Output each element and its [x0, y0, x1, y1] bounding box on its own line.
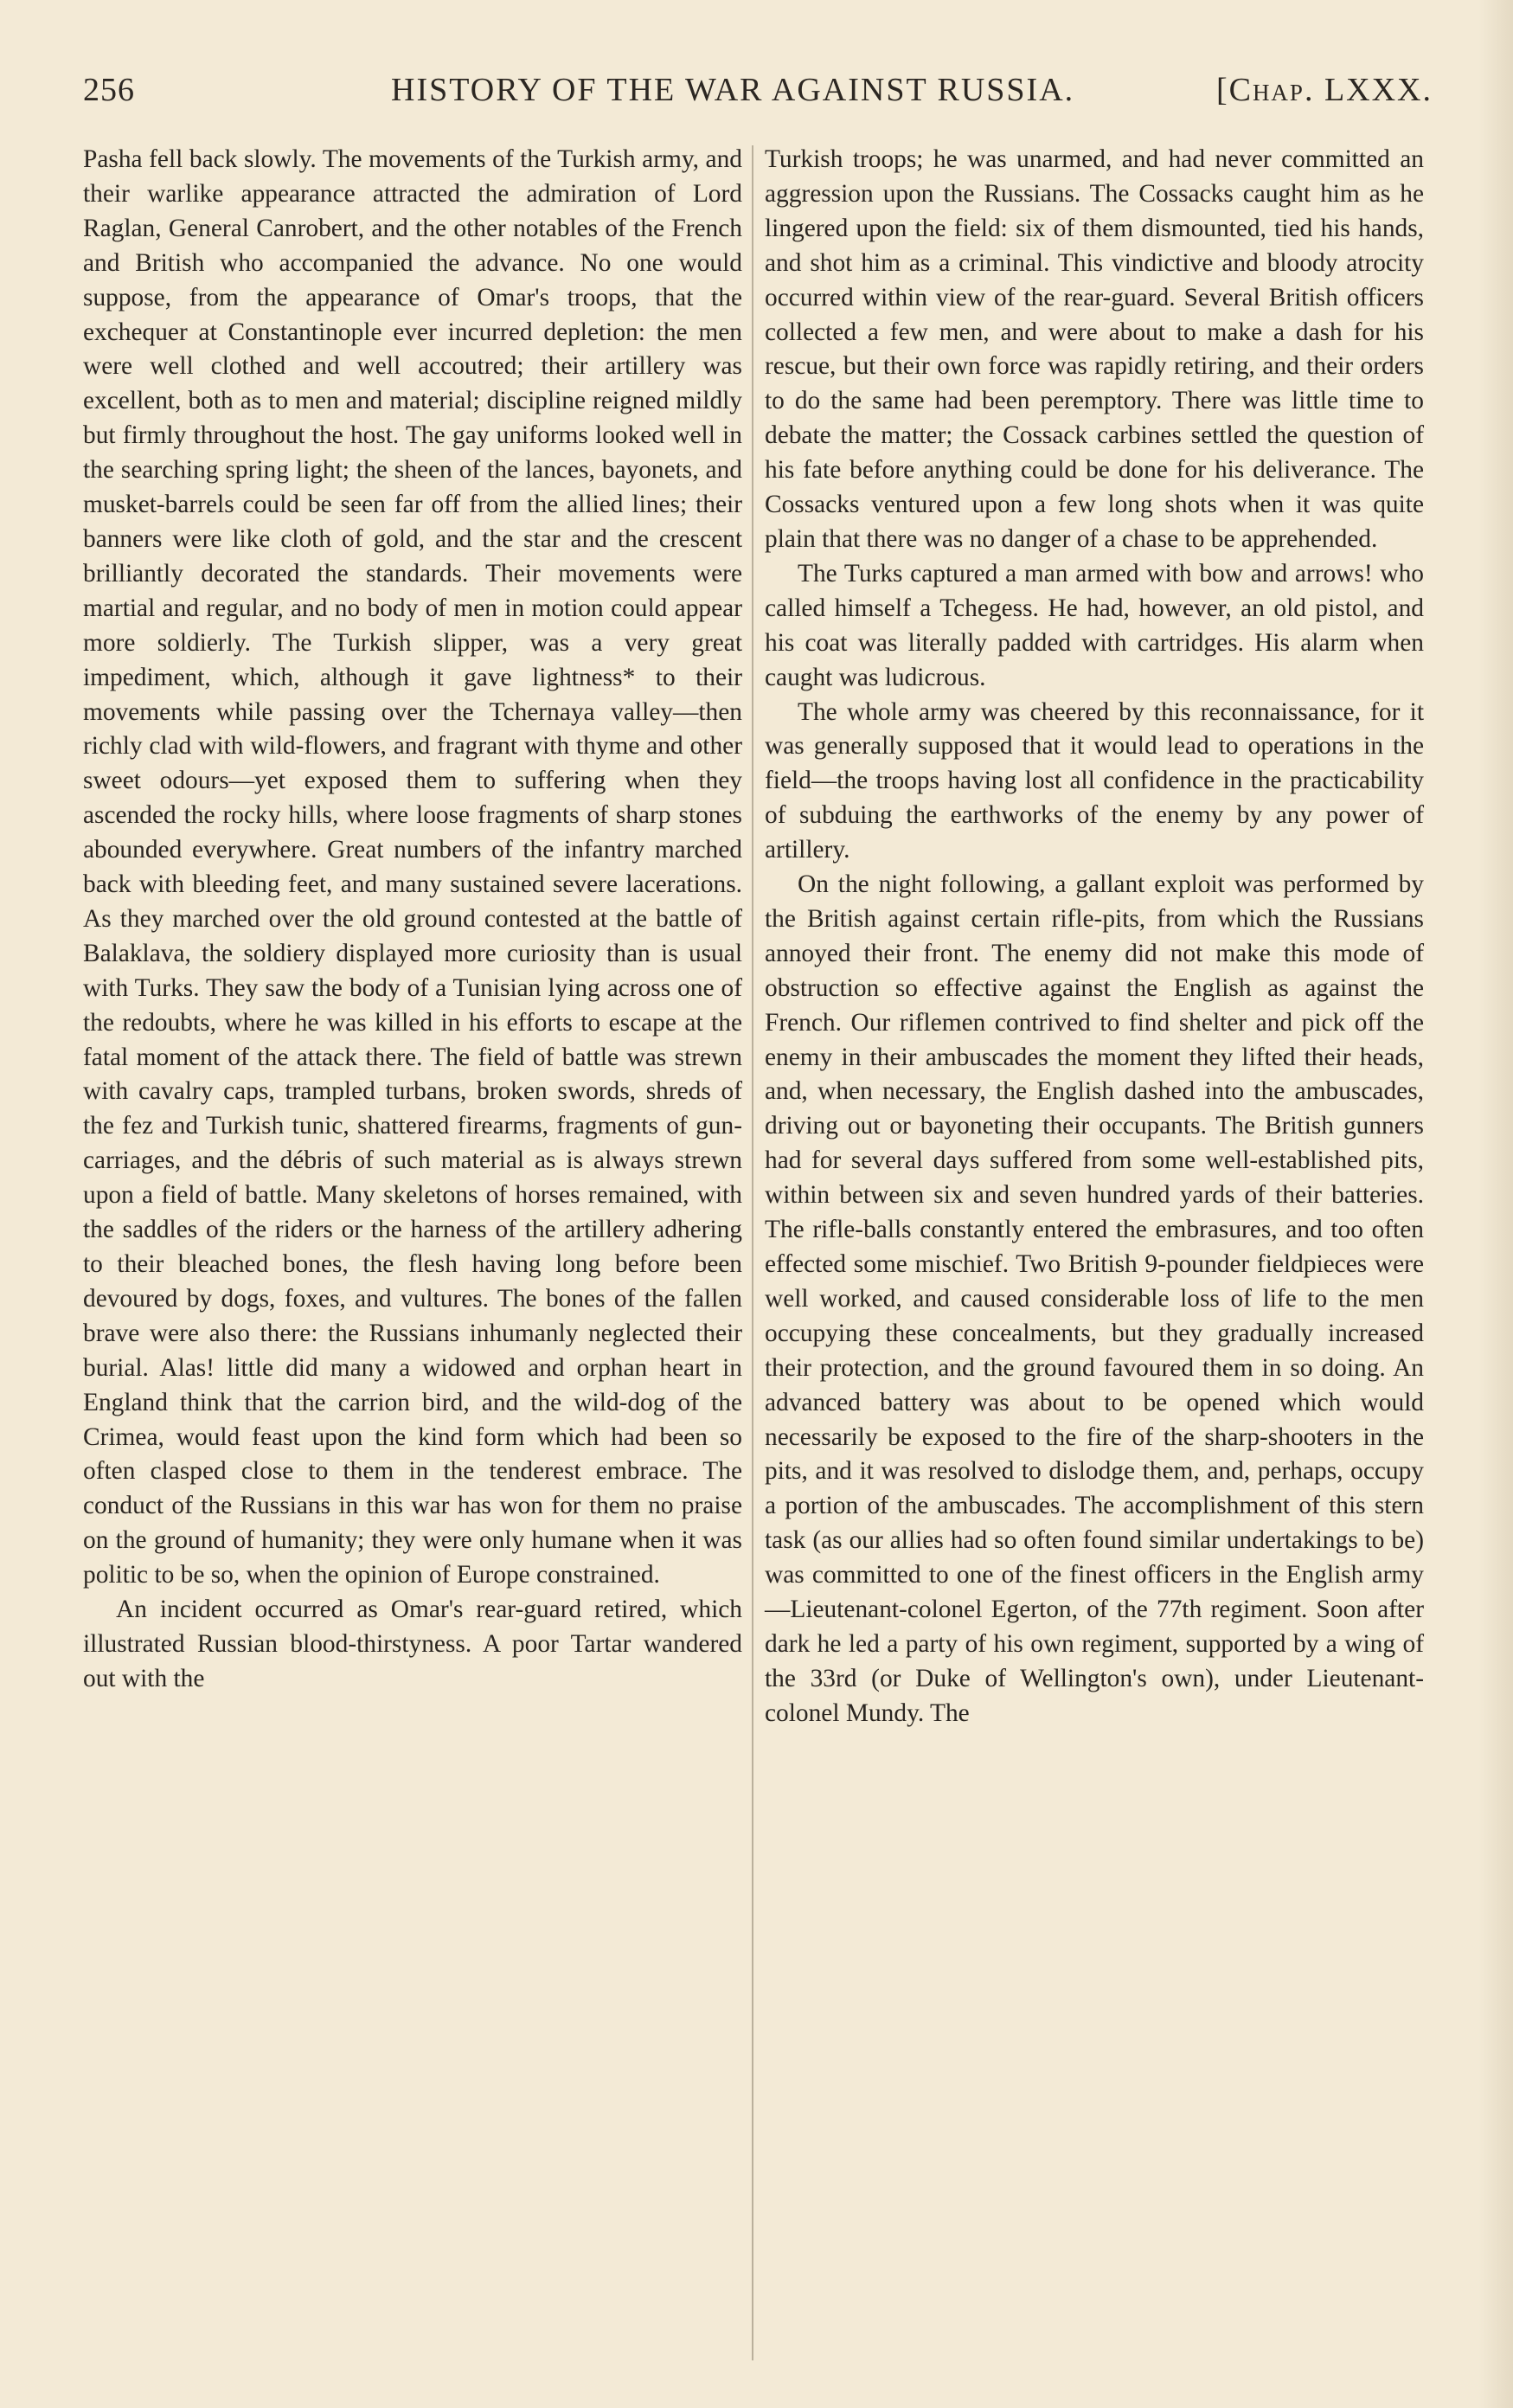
paragraph: Turkish troops; he was unarmed, and had never committed an aggression upon the Russians. The Cossacks caught him as he lingered upon the field: six of them dismounted, tied his hands, and shot him as a criminal. This vindictive and bloody atrocity occurred within view of the rear-guard. Several British officers collected a few men, and were about to make a dash for his rescue, but their own force was rapidly retiring, and their orders to do the same had been peremptory. There was little time to debate the matter; the Cossack carbines settled the question of his fate before anything could be done for his deliverance. The Cossacks ventured upon a few long shots when it was quite plain that there was no danger of a chase to be apprehended. — [765, 145, 1424, 553]
paragraph: An incident occurred as Omar's rear-guard retired, which illustrated Russian blood-thirstyness. A poor Tartar wandered out with the — [83, 1596, 742, 1692]
running-header — [83, 71, 1433, 123]
page-number: 256 — [83, 72, 135, 108]
running-title: HISTORY OF THE WAR AGAINST RUSSIA. — [391, 72, 1075, 108]
column-divider — [752, 145, 753, 2360]
page-edge-shadow — [1478, 0, 1513, 2408]
paragraph: The Turks captured a man armed with bow and arrows! who called himself a Tchegess. He had, however, an old pistol, and his coat was literally padded with cartridges. His alarm when caught was ludicrous. — [765, 559, 1424, 691]
left-column — [83, 143, 742, 1697]
paragraph: Pasha fell back slowly. The movements of the Turkish army, and their warlike appearance attracted the admiration of Lord Raglan, General Canrobert, and the other notables of the French and British who accompanied the advance. No one would suppose, from the appearance of Omar's troops, that the exchequer at Constantinople ever incurred depletion: the men were well clothed and well accoutred; their artillery was excellent, both as to men and material; discipline reigned mildly but firmly throughout the host. The gay uniforms looked well in the searching spring light; the sheen of the lances, bayonets, and musket-barrels could be seen far off from the allied lines; their banners were like cloth of gold, and the star and the crescent brilliantly decorated the standards. Their movements were martial and regular, and no body of men in motion could appear more soldierly. The Turkish slipper, was a very great impediment, which, although it gave lightness* to their movements while passing over the Tchernaya valley—then richly clad with wild-flowers, and fragrant with thyme and other sweet odours—yet exposed them to suffering when they ascended the rocky hills, where loose fragments of sharp stones abounded everywhere. Great numbers of the infantry marched back with bleeding feet, and many sustained severe lacerations. As they marched over the old ground contested at the battle of Balaklava, the soldiery displayed more curiosity than is usual with Turks. They saw the body of a Tunisian lying across one of the redoubts, where he was killed in his efforts to escape at the fatal moment of the attack there. The field of battle was strewn with cavalry caps, trampled turbans, broken swords, shreds of the fez and Turkish tunic, shattered firearms, fragments of gun-carriages, and the débris of such material as is always strewn upon a field of battle. Many skeletons of horses remained, with the saddles of the riders or the harness of the artillery adhering to their bleached bones, the flesh having long before been devoured by dogs, foxes, and vultures. The bones of the fallen brave were also there: the Russians inhumanly neglected their burial. Alas! little did many a widowed and orphan heart in England think that the carrion bird, and the wild-dog of the Crimea, would feast upon the kind form which had been so often clasped close to them in the tenderest embrace. The conduct of the Russians in this war has won for them no praise on the ground of humanity; they were only humane when it was politic to be so, when the opinion of Europe constrained. — [83, 145, 742, 1589]
paragraph: The whole army was cheered by this reconnaissance, for it was generally supposed that it would lead to operations in the field—the troops having lost all confidence in the practicability of subduing the earthworks of the enemy by any power of artillery. — [765, 697, 1424, 864]
chapter-label: [Chap. LXXX. — [1215, 72, 1433, 108]
paragraph: On the night following, a gallant exploit was performed by the British against certain rifle-pits, from which the Russians annoyed their front. The enemy did not make this mode of obstruction so effective against the English as against the French. Our riflemen contrived to find shelter and pick off the enemy in their ambuscades the moment they lifted their heads, and, when necessary, the English dashed into the ambuscades, driving out or bayoneting their occupants. The British gunners had for several days suffered from some well-established pits, within between six and seven hundred yards of their batteries. The rifle-balls constantly entered the embrasures, and too often effected some mischief. Two British 9-pounder fieldpieces were well worked, and caused considerable loss of life to the men occupying these concealments, but they gradually increased their protection, and the ground favoured them in so doing. An advanced battery was about to be opened which would necessarily be exposed to the fire of the sharp-shooters in the pits, and it was resolved to dislodge them, and, perhaps, occupy a portion of the ambuscades. The accomplishment of this stern task (as our allies had so often found similar undertakings to be) was committed to one of the finest officers in the English army—Lieutenant-colonel Egerton, of the 77th regiment. Soon after dark he led a party of his own regiment, supported by a wing of the 33rd (or Duke of Wellington's own), under Lieutenant-colonel Mundy. The — [765, 870, 1424, 1727]
right-column — [765, 143, 1424, 1731]
